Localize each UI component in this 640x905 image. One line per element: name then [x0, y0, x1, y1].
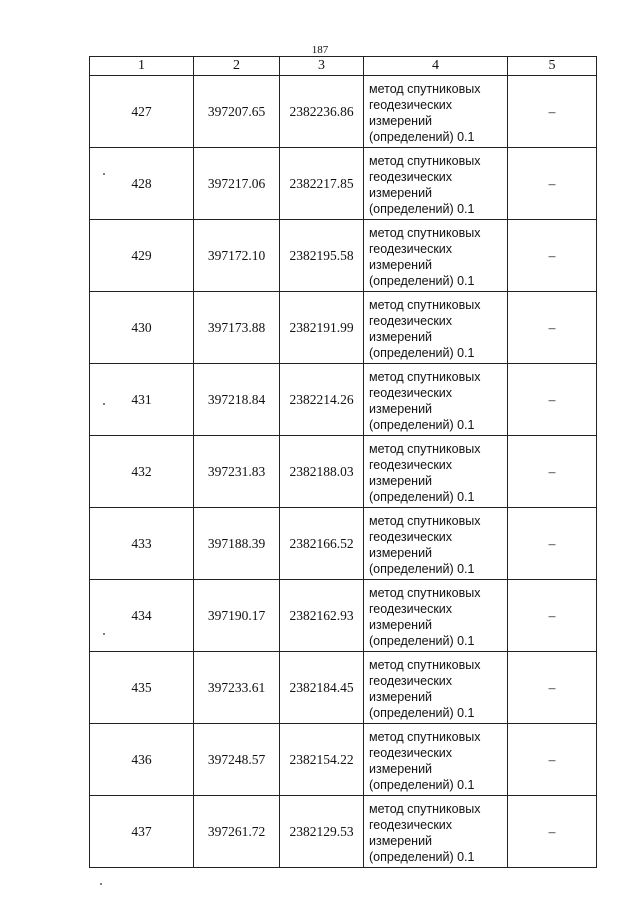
method-cell: метод спутниковых геодезических измерений (определений) 0.1 [364, 220, 508, 292]
note-cell: – [508, 292, 597, 364]
scan-speck [103, 633, 105, 635]
method-cell: метод спутниковых геодезических измерений (определений) 0.1 [364, 436, 508, 508]
x-coordinate-cell: 397233.61 [194, 652, 280, 724]
column-header-4: 4 [364, 57, 508, 76]
table-row [90, 76, 597, 148]
note-cell: – [508, 148, 597, 220]
point-number-cell: 430 [90, 292, 194, 364]
table-row [90, 364, 597, 436]
note-cell: – [508, 220, 597, 292]
point-number-cell: 435 [90, 652, 194, 724]
y-coordinate-cell: 2382184.45 [280, 652, 364, 724]
y-coordinate-cell: 2382195.58 [280, 220, 364, 292]
point-number-cell: 427 [90, 76, 194, 148]
note-cell: – [508, 76, 597, 148]
x-coordinate-cell: 397190.17 [194, 580, 280, 652]
method-cell: метод спутниковых геодезических измерений (определений) 0.1 [364, 580, 508, 652]
point-number-cell: 429 [90, 220, 194, 292]
y-coordinate-cell: 2382154.22 [280, 724, 364, 796]
x-coordinate-cell: 397218.84 [194, 364, 280, 436]
x-coordinate-cell: 397217.06 [194, 148, 280, 220]
table-row [90, 436, 597, 508]
note-cell: – [508, 364, 597, 436]
point-number-cell: 436 [90, 724, 194, 796]
y-coordinate-cell: 2382236.86 [280, 76, 364, 148]
note-cell: – [508, 436, 597, 508]
page-number: 187 [311, 44, 329, 56]
coordinates-table [89, 56, 597, 868]
note-cell: – [508, 724, 597, 796]
method-cell: метод спутниковых геодезических измерений (определений) 0.1 [364, 796, 508, 868]
table-row [90, 508, 597, 580]
scan-speck [103, 403, 105, 405]
point-number-cell: 431 [90, 364, 194, 436]
x-coordinate-cell: 397172.10 [194, 220, 280, 292]
table-row [90, 796, 597, 868]
table-row [90, 652, 597, 724]
y-coordinate-cell: 2382162.93 [280, 580, 364, 652]
y-coordinate-cell: 2382129.53 [280, 796, 364, 868]
column-header-1: 1 [90, 57, 194, 76]
method-cell: метод спутниковых геодезических измерений (определений) 0.1 [364, 652, 508, 724]
method-cell: метод спутниковых геодезических измерений (определений) 0.1 [364, 724, 508, 796]
point-number-cell: 428 [90, 148, 194, 220]
note-cell: – [508, 580, 597, 652]
scan-speck [100, 883, 102, 885]
point-number-cell: 434 [90, 580, 194, 652]
x-coordinate-cell: 397248.57 [194, 724, 280, 796]
column-header-3: 3 [280, 57, 364, 76]
method-cell: метод спутниковых геодезических измерений (определений) 0.1 [364, 76, 508, 148]
header-row [90, 57, 597, 76]
method-cell: метод спутниковых геодезических измерений (определений) 0.1 [364, 508, 508, 580]
x-coordinate-cell: 397231.83 [194, 436, 280, 508]
x-coordinate-cell: 397188.39 [194, 508, 280, 580]
x-coordinate-cell: 397173.88 [194, 292, 280, 364]
table-row [90, 148, 597, 220]
method-cell: метод спутниковых геодезических измерений (определений) 0.1 [364, 148, 508, 220]
note-cell: – [508, 652, 597, 724]
table-row [90, 220, 597, 292]
y-coordinate-cell: 2382166.52 [280, 508, 364, 580]
y-coordinate-cell: 2382191.99 [280, 292, 364, 364]
table-row [90, 724, 597, 796]
y-coordinate-cell: 2382188.03 [280, 436, 364, 508]
x-coordinate-cell: 397261.72 [194, 796, 280, 868]
point-number-cell: 437 [90, 796, 194, 868]
note-cell: – [508, 508, 597, 580]
scan-speck [103, 173, 105, 175]
table-row [90, 292, 597, 364]
table-row [90, 580, 597, 652]
column-header-2: 2 [194, 57, 280, 76]
method-cell: метод спутниковых геодезических измерений (определений) 0.1 [364, 364, 508, 436]
point-number-cell: 433 [90, 508, 194, 580]
x-coordinate-cell: 397207.65 [194, 76, 280, 148]
note-cell: – [508, 796, 597, 868]
column-header-5: 5 [508, 57, 597, 76]
y-coordinate-cell: 2382214.26 [280, 364, 364, 436]
point-number-cell: 432 [90, 436, 194, 508]
method-cell: метод спутниковых геодезических измерений (определений) 0.1 [364, 292, 508, 364]
y-coordinate-cell: 2382217.85 [280, 148, 364, 220]
